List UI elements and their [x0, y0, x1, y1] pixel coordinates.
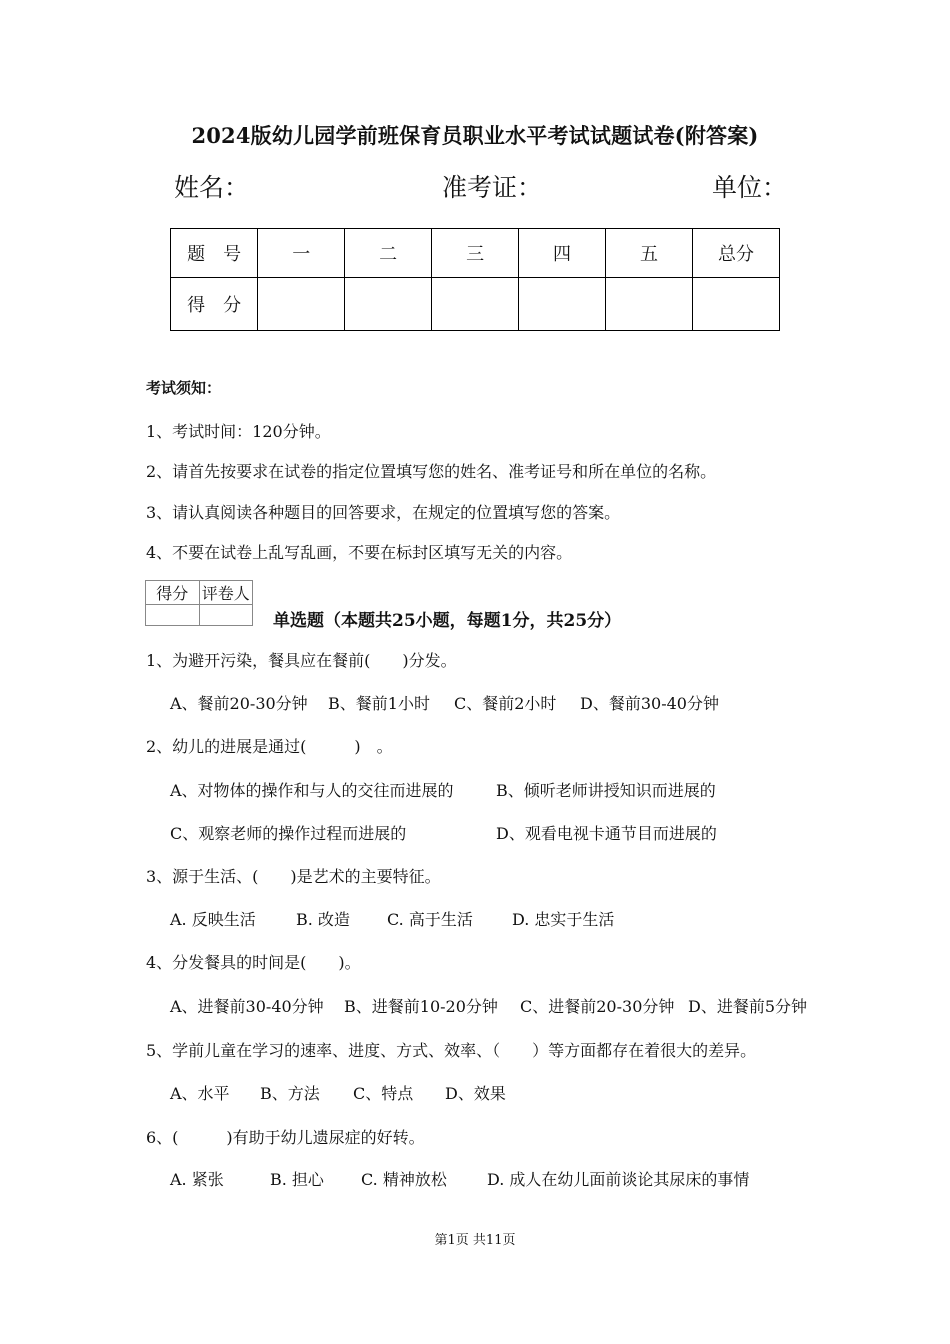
section-title: 单选题（本题共25小题，每题1分，共25分） [273, 611, 622, 631]
score-input-cell[interactable] [345, 278, 432, 331]
question-stem: 2、幼儿的进展是通过( ) 。 [146, 737, 393, 756]
unit-field-label: 单位： [712, 173, 788, 202]
grader-reviewer-label: 评卷人 [199, 581, 253, 605]
score-header-cell: 题 号 [171, 229, 258, 278]
question-stem: 5、学前儿童在学习的速率、进度、方式、效率、（ ）等方面都存在着很大的差异。 [146, 1041, 757, 1060]
grader-score-cell[interactable] [146, 605, 200, 626]
notice-item: 3、请认真阅读各种题目的回答要求，在规定的位置填写您的答案。 [146, 503, 621, 522]
ticket-field-label: 准考证： [442, 173, 543, 202]
question-option[interactable]: B、餐前1小时 [328, 694, 430, 713]
question-option[interactable]: D、观看电视卡通节目而进展的 [496, 824, 717, 843]
score-header-cell: 三 [432, 229, 519, 278]
score-header-cell: 一 [258, 229, 345, 278]
notice-heading: 考试须知： [146, 379, 222, 397]
question-option[interactable]: D. 忠实于生活 [512, 910, 615, 929]
score-input-cell[interactable] [258, 278, 345, 331]
question-option[interactable]: D、餐前30-40分钟 [580, 694, 719, 713]
grader-score-label: 得分 [146, 581, 200, 605]
question-option[interactable]: C. 高于生活 [387, 910, 473, 929]
score-header-cell: 二 [345, 229, 432, 278]
question-option[interactable]: A、对物体的操作和与人的交往而进展的 [170, 781, 454, 800]
page-footer: 第1页 共11页 [434, 1233, 516, 1248]
score-input-cell[interactable] [519, 278, 606, 331]
question-option[interactable]: D、进餐前5分钟 [688, 997, 808, 1016]
question-option[interactable]: A. 反映生活 [170, 910, 256, 929]
question-option[interactable]: C、特点 [353, 1084, 414, 1103]
question-option[interactable]: D. 成人在幼儿面前谈论其尿床的事情 [487, 1170, 750, 1189]
question-option[interactable]: B、进餐前10-20分钟 [344, 997, 498, 1016]
question-option[interactable]: A、餐前20-30分钟 [170, 694, 308, 713]
question-stem: 4、分发餐具的时间是( )。 [146, 953, 361, 972]
score-table-score-row [171, 278, 780, 331]
score-input-cell[interactable] [432, 278, 519, 331]
question-option[interactable]: A、水平 [170, 1084, 230, 1103]
score-header-cell: 五 [606, 229, 693, 278]
question-option[interactable]: B. 改造 [296, 910, 350, 929]
score-header-cell: 四 [519, 229, 606, 278]
notice-item: 4、不要在试卷上乱写乱画，不要在标封区填写无关的内容。 [146, 543, 573, 562]
score-row-label: 得 分 [171, 278, 258, 331]
score-input-cell[interactable] [692, 278, 779, 331]
question-option[interactable]: B、倾听老师讲授知识而进展的 [496, 781, 716, 800]
question-option[interactable]: C、进餐前20-30分钟 [520, 997, 675, 1016]
question-stem: 3、源于生活、( )是艺术的主要特征。 [146, 867, 441, 886]
question-option[interactable]: A. 紧张 [170, 1170, 224, 1189]
question-option[interactable]: C. 精神放松 [361, 1170, 447, 1189]
grader-box [145, 580, 253, 626]
notice-item: 2、请首先按要求在试卷的指定位置填写您的姓名、准考证号和所在单位的名称。 [146, 462, 717, 481]
question-option[interactable]: A、进餐前30-40分钟 [170, 997, 324, 1016]
notice-item: 1、考试时间：120分钟。 [146, 422, 331, 441]
question-option[interactable]: C、餐前2小时 [454, 694, 557, 713]
question-option[interactable]: B、方法 [260, 1084, 320, 1103]
question-stem: 1、为避开污染，餐具应在餐前( )分发。 [146, 651, 457, 670]
question-option[interactable]: B. 担心 [270, 1170, 324, 1189]
score-header-cell: 总分 [692, 229, 779, 278]
grader-reviewer-cell[interactable] [199, 605, 253, 626]
document-title: 2024版幼儿园学前班保育员职业水平考试试题试卷(附答案) [191, 123, 759, 148]
question-stem: 6、( )有助于幼儿遗尿症的好转。 [146, 1128, 425, 1147]
score-table-header-row [171, 229, 780, 278]
name-field-label: 姓名： [174, 173, 250, 202]
question-option[interactable]: D、效果 [445, 1084, 506, 1103]
question-option[interactable]: C、观察老师的操作过程而进展的 [170, 824, 407, 843]
score-input-cell[interactable] [606, 278, 693, 331]
score-table [170, 228, 780, 331]
